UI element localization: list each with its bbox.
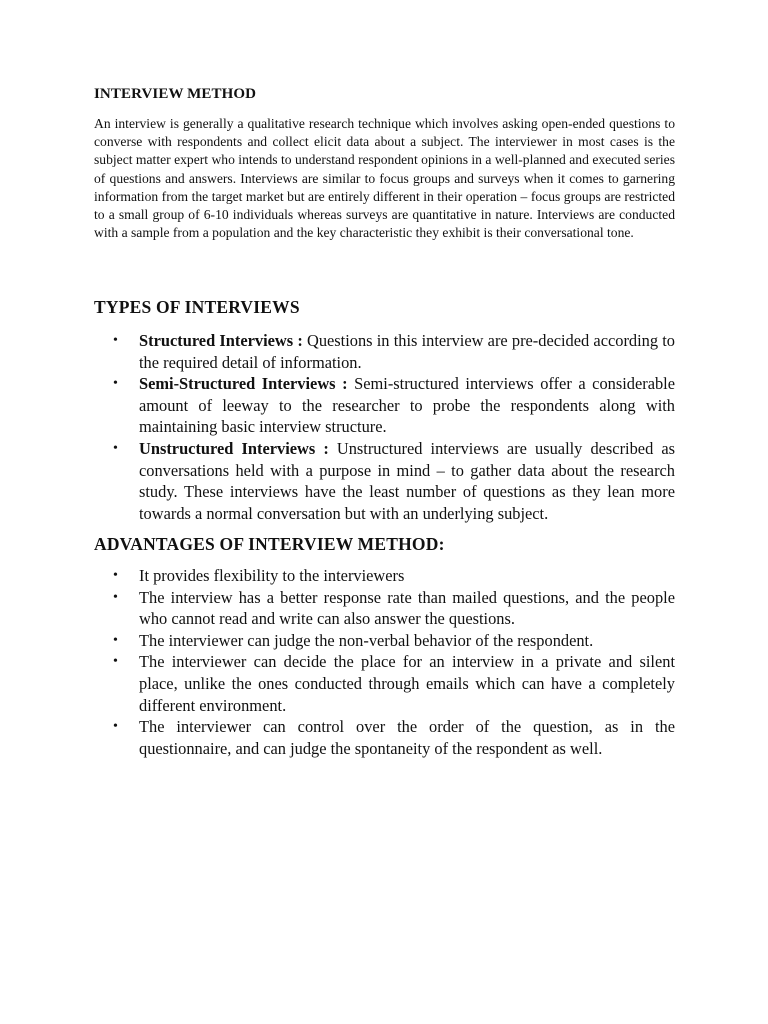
advantages-heading: ADVANTAGES OF INTERVIEW METHOD: [94, 534, 445, 554]
advantage-text: The interview has a better response rate than mailed questions, and the people who cannot read and write can also answer the questions. [139, 587, 675, 629]
bullet-icon: • [113, 589, 118, 605]
bullet-icon: • [113, 568, 118, 583]
type-term: Semi-Structured Interviews : [139, 374, 348, 394]
types-heading: TYPES OF INTERVIEWS [94, 297, 300, 317]
list-item [94, 565, 675, 587]
list-item [94, 438, 675, 524]
advantage-text: It provides flexibility to the interviewers [139, 566, 405, 585]
bullet-icon: • [113, 333, 118, 348]
type-description: Semi-structured interviews offer a considerable amount of leeway to the researcher to probe the respondents along with maintaining basic interview structure. [139, 374, 676, 437]
list-item [94, 630, 675, 652]
list-item [94, 373, 675, 438]
advantage-text: The interviewer can judge the non-verbal behavior of the respondent. [139, 630, 594, 650]
bullet-icon: • [113, 654, 118, 670]
list-item [94, 716, 675, 759]
type-description: Questions in this interview are pre-decided according to the required detail of information. [139, 331, 675, 372]
bullet-icon: • [113, 376, 118, 392]
advantage-text: The interviewer can control over the order of the question, as in the questionnaire, and can judge the spontaneity of the respondent as well. [139, 717, 675, 758]
type-term: Unstructured Interviews : [139, 438, 329, 458]
types-list [94, 330, 675, 524]
type-description: Unstructured interviews are usually described as conversations held with a purpose in mind – to gather data about the research study. These interviews have the least number of questions as they lean more towards a normal conversation but with an underlying subject. [139, 438, 676, 523]
type-term: Structured Interviews : [139, 331, 303, 350]
bullet-icon: • [113, 719, 118, 735]
bullet-icon: • [113, 632, 118, 648]
page-title: INTERVIEW METHOD [94, 86, 257, 102]
bullet-icon: • [113, 440, 118, 456]
list-item [94, 587, 675, 630]
list-item [94, 651, 675, 716]
intro-paragraph: An interview is generally a qualitative research technique which involves asking open-ended questions to converse with respondents and collect elicit data about a subject. The interviewer in most cases is the subject matter expert who intends to understand respondent opinions in a well-planned and executed series of questions and answers. Interviews are similar to focus groups and surveys when it comes to garnering information from the target market but are entirely different in their operation – focus groups are restricted to a small group of 6-10 individuals whereas surveys are quantitative in nature. Interviews are conducted with a sample from a population and the key characteristic they exhibit is their conversational tone. [94, 116, 675, 241]
advantage-text: The interviewer can decide the place for an interview in a private and silent place, unlike the ones conducted through emails which can have a completely different environment. [139, 652, 675, 715]
list-item [94, 330, 675, 373]
advantages-list [94, 565, 675, 759]
